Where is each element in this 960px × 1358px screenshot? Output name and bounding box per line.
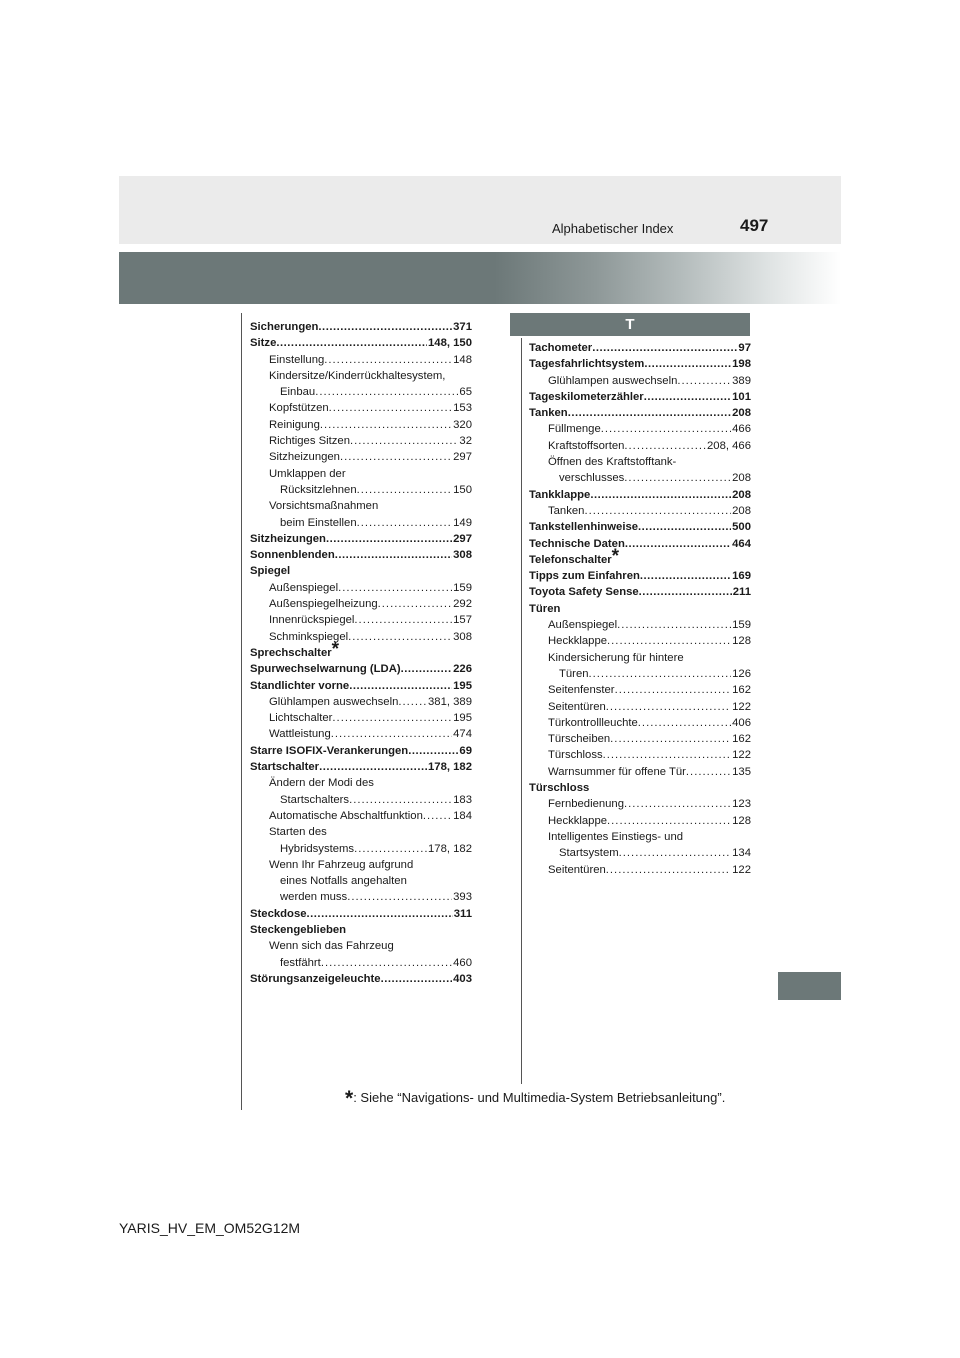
index-entry [250, 335, 472, 351]
leader-dots [329, 400, 452, 416]
entry-page-ref: 308 [453, 549, 472, 562]
entry-page-ref: 183 [453, 793, 472, 806]
entry-page-ref: 135 [732, 765, 751, 778]
index-entry [250, 638, 472, 661]
leader-dots [326, 531, 452, 547]
index-subentry [250, 889, 472, 905]
index-subentry [529, 715, 751, 731]
entry-term: Seitenfenster [548, 684, 615, 697]
index-entry [529, 389, 751, 405]
index-subentry [529, 617, 751, 633]
entry-page-ref: 148 [453, 353, 472, 366]
leader-dots [625, 536, 731, 552]
index-entry [250, 743, 472, 759]
index-entry [250, 319, 472, 335]
leader-dots [340, 449, 452, 465]
footnote [345, 1084, 725, 1108]
index-entry: Spiegel [250, 565, 291, 578]
entry-page-ref: 208 [732, 407, 751, 420]
index-subentry [529, 438, 751, 454]
index-subentry [529, 666, 751, 682]
index-subentry [250, 400, 472, 416]
entry-page-ref: 198 [732, 358, 751, 371]
index-subentry [529, 747, 751, 763]
index-entry [250, 971, 472, 987]
entry-page-ref: 162 [732, 733, 751, 746]
entry-term: Tanken [529, 407, 568, 420]
entry-page-ref: 150 [453, 483, 472, 496]
entry-term: festfährt [280, 956, 321, 969]
index-entry [250, 531, 472, 547]
leader-dots [408, 743, 458, 759]
leader-dots [606, 699, 731, 715]
index-entry [250, 759, 472, 775]
leader-dots [638, 519, 731, 535]
leader-dots [610, 731, 731, 747]
entry-page-ref: 169 [732, 570, 751, 583]
leader-dots [639, 584, 732, 600]
entry-page-ref: 126 [732, 667, 751, 680]
entry-term: Füllmenge [548, 423, 601, 436]
entry-page-ref: 308 [453, 630, 472, 643]
entry-term: Hybridsystems [280, 842, 355, 855]
index-subentry-text: Umklappen der [269, 467, 346, 480]
entry-page-ref: 195 [453, 712, 472, 725]
index-subentry [529, 699, 751, 715]
index-entry [250, 547, 472, 563]
leader-dots [607, 813, 731, 829]
index-entry: Steckengeblieben [250, 923, 347, 936]
index-subentry-text: Kindersitze/Kinderrückhaltesystem, [269, 369, 446, 382]
leader-dots [617, 617, 731, 633]
index-subentry [250, 955, 472, 971]
leader-dots [640, 568, 731, 584]
leader-dots [378, 596, 452, 612]
entry-page-ref: 32 [459, 435, 472, 448]
chapter-side-tab [778, 972, 841, 1000]
entry-page-ref: 208 [732, 488, 751, 501]
index-subentry [250, 596, 472, 612]
left-column-rule [241, 313, 242, 1110]
index-subentry [529, 373, 751, 389]
leader-dots [423, 808, 452, 824]
index-column-right [529, 340, 751, 878]
index-subentry [250, 352, 472, 368]
leader-dots [354, 612, 452, 628]
leader-dots [619, 845, 732, 861]
section-title: Alphabetischer Index [552, 221, 674, 236]
leader-dots [307, 906, 453, 922]
entry-page-ref: 208, 466 [707, 439, 751, 452]
entry-term: Tanken [548, 504, 585, 517]
index-subentry [250, 433, 472, 449]
leader-dots [603, 747, 732, 763]
index-entry [529, 568, 751, 584]
entry-term: Standlichter vorne [250, 679, 350, 692]
page-number: 497 [740, 216, 769, 235]
leader-dots [624, 796, 731, 812]
entry-term: Türkontrollleuchte [548, 716, 638, 729]
entry-page-ref: 500 [732, 521, 751, 534]
leader-dots [331, 726, 452, 742]
entry-term: Einstellung [269, 353, 325, 366]
entry-page-ref: 292 [453, 598, 472, 611]
leader-dots [677, 373, 731, 389]
leader-dots [276, 335, 427, 351]
entry-term: Außenspiegelheizung [269, 598, 378, 611]
entry-term: Sonnenblenden [250, 549, 335, 562]
leader-dots [624, 438, 706, 454]
index-subentry [529, 633, 751, 649]
entry-term: Richtiges Sitzen [269, 435, 350, 448]
leader-dots [592, 340, 737, 356]
entry-page-ref: 195 [453, 679, 472, 692]
index-entry [529, 545, 751, 568]
index-subentry [529, 862, 751, 878]
leader-dots [350, 433, 458, 449]
entry-term: Tankstellenhinweise [529, 521, 639, 534]
index-subentry-text: Ändern der Modi des [269, 777, 374, 790]
leader-dots [320, 417, 452, 433]
entry-page-ref: 123 [732, 798, 751, 811]
entry-page-ref: 403 [453, 972, 472, 985]
leader-dots [318, 319, 452, 335]
leader-dots [401, 661, 453, 677]
entry-term: Tankklappe [529, 488, 591, 501]
entry-term: Spurwechselwarnung (LDA) [250, 663, 401, 676]
entry-page-ref: 297 [453, 451, 472, 464]
index-subentry [529, 470, 751, 486]
letter-section-tab: T [510, 313, 750, 336]
leader-dots [381, 971, 453, 987]
entry-term: Startschalters [280, 793, 350, 806]
index-subentry [250, 384, 472, 400]
entry-page-ref: 393 [453, 891, 472, 904]
leader-dots [568, 405, 731, 421]
index-entry [529, 356, 751, 372]
leader-dots [398, 694, 427, 710]
footnote-mark: * [345, 1087, 354, 1110]
leader-dots [335, 547, 452, 563]
entry-term: Sitzheizungen [250, 532, 326, 545]
entry-term: werden muss [280, 891, 348, 904]
entry-term: Tagesfahrlichtsystem [529, 358, 645, 371]
index-subentry [529, 682, 751, 698]
entry-term: Startsystem [559, 847, 619, 860]
leader-dots [607, 633, 731, 649]
leader-dots [624, 470, 731, 486]
index-subentry [250, 417, 472, 433]
entry-page-ref: 128 [732, 814, 751, 827]
index-subentry [529, 764, 751, 780]
entry-term: Einbau [280, 386, 316, 399]
index-entry [250, 906, 472, 922]
index-entry: Türschloss [529, 782, 590, 795]
entry-term: Heckklappe [548, 814, 608, 827]
entry-term: Lichtschalter [269, 712, 333, 725]
leader-dots [347, 889, 452, 905]
entry-term: Kraftstoffsorten [548, 439, 625, 452]
entry-term: Türen [559, 667, 589, 680]
entry-term: Kopfstützen [269, 402, 329, 415]
index-entry [529, 519, 751, 535]
entry-page-ref: 122 [732, 863, 751, 876]
index-subentry [250, 449, 472, 465]
leader-dots [315, 384, 458, 400]
leader-dots [644, 389, 731, 405]
entry-term: beim Einstellen [280, 516, 357, 529]
entry-page-ref: 157 [453, 614, 472, 627]
entry-term: Sprechschalter [250, 646, 332, 659]
leader-dots [589, 666, 732, 682]
entry-term: Glühlampen auswechseln [269, 695, 399, 708]
entry-page-ref: 122 [732, 749, 751, 762]
index-subentry [529, 731, 751, 747]
entry-term: Automatische Abschaltfunktion [269, 809, 423, 822]
entry-term: Heckklappe [548, 635, 608, 648]
index-entry [250, 661, 472, 677]
index-subentry-text: Vorsichtsmaßnahmen [269, 500, 379, 513]
entry-term: Türscheiben [548, 733, 611, 746]
decorative-gradient-band [119, 252, 841, 304]
leader-dots [615, 682, 732, 698]
leader-dots [638, 715, 731, 731]
entry-term: verschlusses [559, 472, 625, 485]
index-column-left [250, 319, 472, 987]
leader-dots [349, 792, 452, 808]
index-entry [529, 536, 751, 552]
leader-dots [321, 955, 452, 971]
entry-page-ref: 211 [732, 586, 751, 599]
entry-term: Startschalter [250, 761, 320, 774]
entry-page-ref: 162 [732, 684, 751, 697]
entry-page-ref: 208 [732, 504, 751, 517]
leader-dots [606, 862, 731, 878]
entry-term: Tageskilometerzähler [529, 390, 644, 403]
index-subentry [250, 710, 472, 726]
entry-page-ref: 149 [453, 516, 472, 529]
index-subentry-text: Wenn Ihr Fahrzeug aufgrund [269, 858, 414, 871]
entry-term: Türschloss [548, 749, 603, 762]
entry-term: Telefonschalter [529, 553, 612, 566]
entry-term: Seitentüren [548, 700, 606, 713]
entry-page-ref: 97 [738, 342, 751, 354]
entry-term: Tipps zum Einfahren [529, 570, 640, 583]
index-subentry [250, 515, 472, 531]
index-subentry [529, 421, 751, 437]
entry-page-ref: 371 [453, 321, 472, 333]
entry-term: Innenrückspiegel [269, 614, 355, 627]
leader-dots [644, 356, 731, 372]
leader-dots [354, 841, 427, 857]
entry-page-ref: 178, 182 [428, 842, 472, 855]
entry-term: Starre ISOFIX-Verankerungen [250, 744, 409, 757]
index-subentry [250, 694, 472, 710]
entry-page-ref: 311 [453, 907, 472, 920]
index-subentry [250, 612, 472, 628]
entry-term: Störungsanzeigeleuchte [250, 972, 381, 985]
index-subentry [250, 629, 472, 645]
entry-term: Seitentüren [548, 863, 606, 876]
index-subentry [250, 580, 472, 596]
entry-page-ref: 128 [732, 635, 751, 648]
entry-term: Rücksitzlehnen [280, 483, 357, 496]
leader-dots [686, 764, 731, 780]
entry-page-ref: 101 [732, 390, 751, 403]
entry-page-ref: 208 [732, 472, 751, 485]
entry-term: Sitzheizungen [269, 451, 340, 464]
index-entry [529, 487, 751, 503]
index-entry [250, 678, 472, 694]
index-entry [529, 584, 751, 600]
leader-dots [348, 629, 452, 645]
entry-page-ref: 389 [732, 374, 751, 387]
document-code: YARIS_HV_EM_OM52G12M [119, 1220, 301, 1236]
index-subentry [250, 808, 472, 824]
leader-dots [319, 759, 427, 775]
entry-term: Schminkspiegel [269, 630, 349, 643]
entry-term: Warnsummer für offene Tür [548, 765, 686, 778]
entry-page-ref: 122 [732, 700, 751, 713]
index-subentry-text: Kindersicherung für hintere [548, 651, 684, 664]
footnote-text: : Siehe “Navigations- und Multimedia-System Betriebsanleitung”. [353, 1090, 726, 1105]
index-subentry-text: Intelligentes Einstiegs- und [548, 830, 684, 843]
index-subentry-text: eines Notfalls angehalten [280, 875, 407, 888]
entry-term: Fernbedienung [548, 798, 625, 811]
entry-page-ref: 381, 389 [428, 695, 472, 708]
leader-dots [584, 503, 731, 519]
index-subentry [250, 792, 472, 808]
index-entry [529, 340, 751, 356]
entry-page-ref: 65 [459, 386, 472, 399]
entry-term: Technische Daten [529, 537, 625, 550]
entry-term: Wattleistung [269, 728, 331, 741]
entry-term: Reinigung [269, 418, 320, 431]
footnote-reference-mark: * [331, 638, 340, 660]
index-subentry [250, 841, 472, 857]
index-subentry-text: Starten des [269, 826, 327, 839]
leader-dots [349, 678, 452, 694]
entry-term: Außenspiegel [269, 581, 339, 594]
entry-page-ref: 148, 150 [428, 337, 472, 350]
leader-dots [332, 710, 452, 726]
leader-dots [601, 421, 731, 437]
entry-term: Steckdose [250, 907, 307, 920]
index-subentry [529, 796, 751, 812]
index-entry: Türen [529, 602, 561, 615]
entry-page-ref: 466 [732, 423, 751, 436]
entry-term: Sicherungen [250, 321, 319, 333]
entry-term: Außenspiegel [548, 619, 618, 632]
index-subentry [250, 726, 472, 742]
entry-page-ref: 159 [453, 581, 472, 594]
index-subentry-text: Öffnen des Kraftstofftank- [548, 456, 677, 469]
index-subentry-text: Wenn sich das Fahrzeug [269, 940, 394, 953]
footnote-reference-mark: * [611, 545, 620, 567]
index-subentry [250, 482, 472, 498]
index-entry [529, 405, 751, 421]
leader-dots [324, 352, 452, 368]
leader-dots [590, 487, 731, 503]
entry-page-ref: 184 [453, 809, 472, 822]
index-subentry [529, 503, 751, 519]
entry-term: Tachometer [529, 342, 593, 354]
entry-page-ref: 226 [453, 663, 472, 676]
index-subentry [529, 813, 751, 829]
entry-term: Sitze [250, 337, 277, 350]
entry-page-ref: 460 [453, 956, 472, 969]
entry-term: Toyota Safety Sense [529, 586, 639, 599]
leader-dots [357, 482, 453, 498]
entry-page-ref: 406 [732, 716, 751, 729]
entry-page-ref: 474 [453, 728, 472, 741]
entry-page-ref: 178, 182 [428, 761, 472, 774]
entry-page-ref: 297 [453, 532, 472, 545]
header-band [119, 176, 841, 244]
entry-page-ref: 69 [459, 744, 472, 757]
middle-column-rule [521, 338, 522, 1084]
entry-page-ref: 134 [732, 847, 751, 860]
entry-term: Glühlampen auswechseln [548, 374, 678, 387]
entry-page-ref: 153 [453, 402, 472, 415]
index-subentry [529, 845, 751, 861]
entry-page-ref: 159 [732, 619, 751, 632]
leader-dots [357, 515, 453, 531]
leader-dots [338, 580, 452, 596]
entry-page-ref: 464 [732, 537, 751, 550]
entry-page-ref: 320 [453, 418, 472, 431]
